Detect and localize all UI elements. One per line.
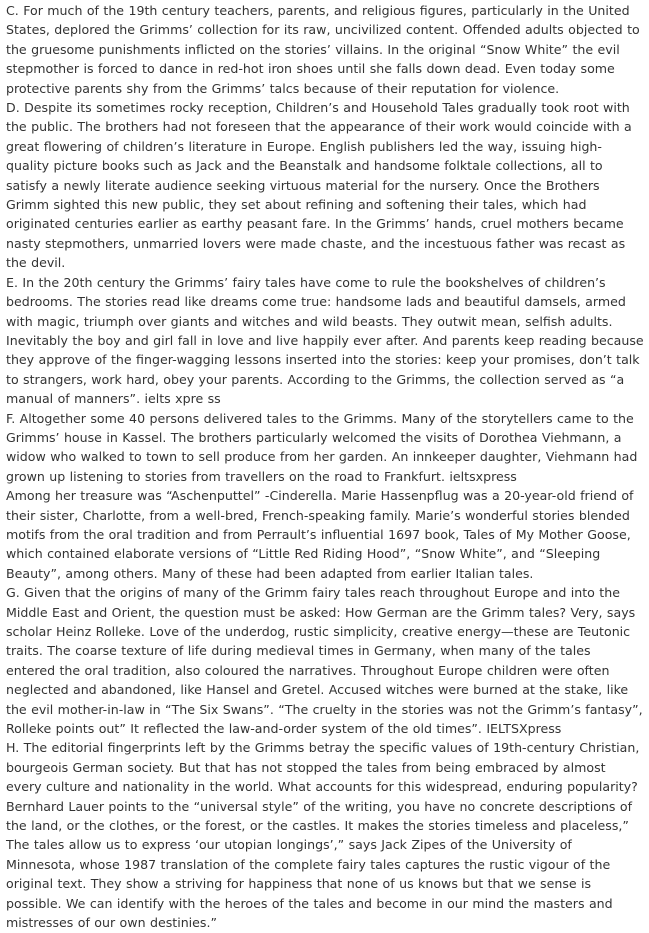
paragraph-h: H. The editorial fingerprints left by the Grimms betray the specific values of 19th-century Christian, bourgeois German society. But that has not stopped the tales from being embraced by almost every culture and nationality in the world. What accounts for this widespread, enduring popularity? Bernhard Lauer points to the “universal style” of the writing, you have no concrete descriptions of the land, or the clothes, or the forest, or the castles. It makes the stories timeless and placeless,” The tales allow us to express ‘our utopian longings’,” says Jack Zipes of the University of Minnesota, whose 1987 translation of the complete fairy tales captures the rustic vigour of the original text. They show a striving for happiness that none of us knows but that we sense is possible. We can identify with the heroes of the tales and become in our mind the masters and mistresses of our own destinies.”: [6, 740, 640, 931]
paragraph-f: F. Altogether some 40 persons delivered tales to the Grimms. Many of the storytellers came to the Grimms’ house in Kassel. The brothers particularly welcomed the visits of Dorothea Viehmann, a widow who walked to town to sell produce from her garden. An innkeeper daughter, Viehmann had grown up listening to stories from travellers on the road to Frankfurt. ieltsxpress: [6, 410, 638, 484]
paragraph-f-continued: Among her treasure was “Aschenputtel” -Cinderella. Marie Hassenpflug was a 20-year-old friend of their sister, Charlotte, from a well-bred, French-speaking family. Marie’s wonderful stories blended motifs from the oral tradition and from Perrault’s influential 1697 book, Tales of My Mother Goose, which contained elaborate versions of “Little Red Riding Hood”, “Snow White”, and “Sleeping Beauty”, among others. Many of these had been adapted from earlier Italian tales.: [6, 488, 634, 581]
paragraph-d: D. Despite its sometimes rocky reception, Children’s and Household Tales gradually took root with the public. The brothers had not foreseen that the appearance of their work would coincide with a great flowering of children’s literature in Europe. English publishers led the way, issuing high-quality picture books such as Jack and the Beanstalk and handsome folktale collections, all to satisfy a newly literate audience seeking virtuous material for the nursery. Once the Brothers Grimm sighted this new public, they set about refining and softening their tales, which had originated centuries earlier as earthy peasant fare. In the Grimms’ hands, cruel mothers became nasty stepmothers, unmarried lovers were made chaste, and the incestuous father was recast as the devil.: [6, 100, 632, 271]
paragraph-g: G. Given that the origins of many of the Grimm fairy tales reach throughout Europe and into the Middle East and Orient, the question must be asked: How German are the Grimm tales? Very, says scholar Heinz Rolleke. Love of the underdog, rustic simplicity, creative energy—these are Teutonic traits. The coarse texture of life during medieval times in Germany, when many of the tales entered the oral tradition, also coloured the narratives. Throughout Europe children were often neglected and abandoned, like Hansel and Gretel. Accused witches were burned at the stake, like the evil mother-in-law in “The Six Swans”. “The cruelty in the stories was not the Grimm’s fantasy”, Rolleke points out” It reflected the law-and-order system of the old times”. IELTSXpress: [6, 585, 643, 737]
paragraph-e: E. In the 20th century the Grimms’ fairy tales have come to rule the bookshelves of children’s bedrooms. The stories read like dreams come true: handsome lads and beautiful damsels, armed with magic, triumph over giants and witches and wild beasts. They outwit mean, selfish adults. Inevitably the boy and girl fall in love and live happily ever after. And parents keep reading because they approve of the finger-wagging lessons inserted into the stories: keep your promises, don’t talk to strangers, work hard, obey your parents. According to the Grimms, the collection served as “a manual of manners”. ielts xpre ss: [6, 274, 644, 407]
paragraph-c: C. For much of the 19th century teachers, parents, and religious figures, particularly in the United States, deplored the Grimms’ collection for its raw, uncivilized content. Offended adults objected to the gruesome punishments inflicted on the stories’ villains. In the original “Snow White” the evil stepmother is forced to dance in red-hot iron shoes until she falls down dead. Even today some protective parents shy from the Grimms’ talcs because of their reputation for violence.: [6, 3, 640, 96]
